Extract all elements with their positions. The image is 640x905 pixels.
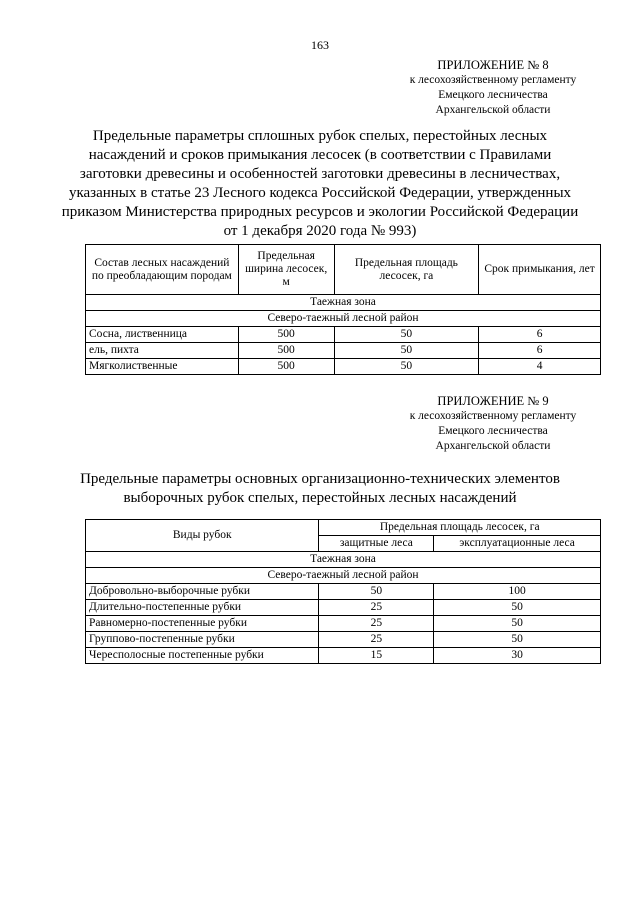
- t1-cell: 500: [238, 343, 334, 359]
- t1-cell: 500: [238, 359, 334, 375]
- t2-cell: Чересполосные постепенные рубки: [86, 648, 319, 664]
- t1-header-area: Предельная площадь лесосек, га: [334, 245, 479, 295]
- t1-cell: Сосна, лиственница: [86, 327, 239, 343]
- t2-header-protective: защитные леса: [319, 536, 434, 552]
- table-row: [86, 343, 601, 359]
- appendix-8-line1: к лесохозяйственному регламенту: [409, 74, 577, 86]
- t2-cell: 50: [434, 632, 601, 648]
- t2-cell: 50: [434, 616, 601, 632]
- appendix-8-line2: Емецкого лесничества: [438, 89, 548, 101]
- t2-cell: 25: [319, 616, 434, 632]
- t2-cell: 25: [319, 600, 434, 616]
- appendix-9-line1: к лесохозяйственному регламенту: [409, 410, 577, 422]
- t1-cell: 50: [334, 359, 479, 375]
- table-row: [86, 600, 601, 616]
- t2-zone: Таежная зона: [86, 552, 601, 568]
- t1-cell: 50: [334, 343, 479, 359]
- appendix-8-header: [393, 58, 593, 118]
- table2-title: Предельные параметры основных организационно-технических элементов выборочных рубок спелых, перестойных лесных насаждений: [80, 471, 560, 506]
- t1-header-composition: Состав лесных насаждений по преобладающим породам: [86, 245, 239, 295]
- t2-cell: 30: [434, 648, 601, 664]
- table-row: [86, 648, 601, 664]
- t1-cell: 500: [238, 327, 334, 343]
- t2-cell: 50: [319, 584, 434, 600]
- t2-header-exploitation: эксплуатационные леса: [434, 536, 601, 552]
- t1-cell: 50: [334, 327, 479, 343]
- t2-header-type: Виды рубок: [86, 520, 319, 552]
- t2-region: Северо-таежный лесной район: [86, 568, 601, 584]
- appendix-9-title: ПРИЛОЖЕНИЕ № 9: [437, 394, 549, 408]
- t1-cell: 4: [479, 359, 601, 375]
- selective-cutting-table: [85, 519, 601, 664]
- table1-title: Предельные параметры сплошных рубок спелых, перестойных лесных насаждений и сроков примыкания лесосек (в соответствии с Правилами заготовки древесины и особенностей заготовки древесины в лесничествах, указанных в статье 23 Лесного кодекса Российской Федерации, утвержденных приказом Министерства природных ресурсов и экологии Российской Федерации от 1 декабря 2020 года № 993): [61, 128, 579, 239]
- t2-cell: 25: [319, 632, 434, 648]
- t1-header-term: Срок примыкания, лет: [479, 245, 601, 295]
- appendix-8-title: ПРИЛОЖЕНИЕ № 8: [437, 58, 549, 72]
- t2-header-area: Предельная площадь лесосек, га: [319, 520, 601, 536]
- t2-cell: 50: [434, 600, 601, 616]
- t1-zone: Таежная зона: [86, 295, 601, 311]
- t2-cell: 15: [319, 648, 434, 664]
- clear-cutting-table: [85, 244, 601, 375]
- t1-region: Северо-таежный лесной район: [86, 311, 601, 327]
- appendix-9-line2: Емецкого лесничества: [438, 425, 548, 437]
- table-row: [86, 584, 601, 600]
- t2-cell: Группово-постепенные рубки: [86, 632, 319, 648]
- t2-cell: 100: [434, 584, 601, 600]
- appendix-9-header: [393, 394, 593, 454]
- t1-cell: Мягколиственные: [86, 359, 239, 375]
- appendix-8-line3: Архангельской области: [435, 104, 551, 116]
- appendix-9-line3: Архангельской области: [435, 440, 551, 452]
- t1-cell: 6: [479, 327, 601, 343]
- t2-cell: Равномерно-постепенные рубки: [86, 616, 319, 632]
- table-row: [86, 359, 601, 375]
- t2-cell: Длительно-постепенные рубки: [86, 600, 319, 616]
- table-row: [86, 616, 601, 632]
- t1-cell: ель, пихта: [86, 343, 239, 359]
- table-row: [86, 327, 601, 343]
- t1-cell: 6: [479, 343, 601, 359]
- table-row: [86, 632, 601, 648]
- page-number: 163: [311, 38, 329, 52]
- t2-cell: Добровольно-выборочные рубки: [86, 584, 319, 600]
- t1-header-width: Предельная ширина лесосек, м: [238, 245, 334, 295]
